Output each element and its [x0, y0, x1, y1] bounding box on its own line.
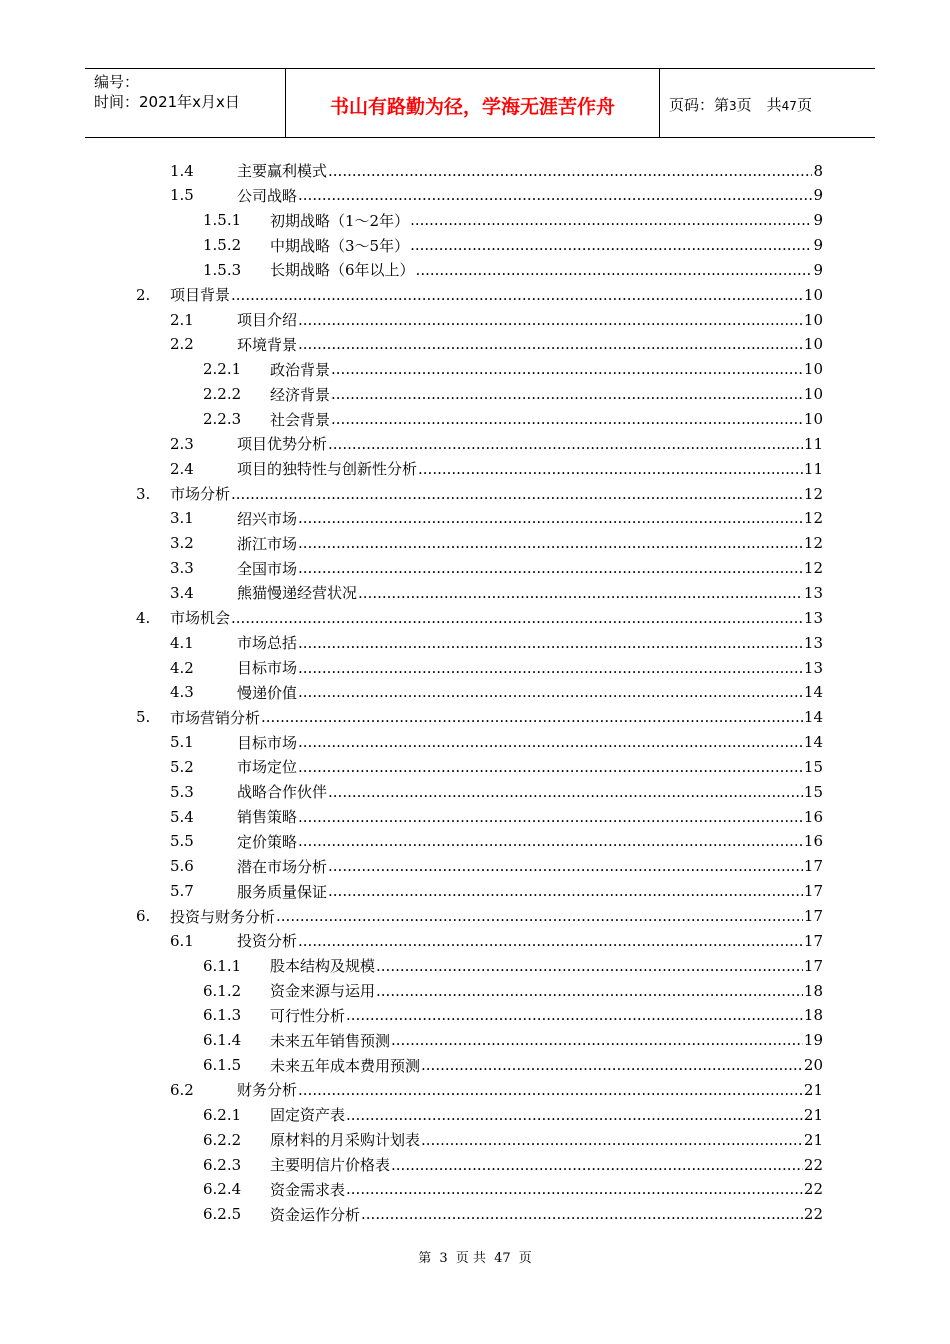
- toc-entry-number: 1.5.3: [203, 260, 242, 279]
- toc-entry-body: [170, 707, 823, 728]
- toc-entry-title: 经济背景: [270, 385, 331, 404]
- toc-entry[interactable]: [136, 605, 823, 630]
- toc-entry-body: [237, 334, 823, 355]
- toc-entry[interactable]: [203, 978, 823, 1003]
- toc-entry-body: [237, 508, 823, 529]
- toc-leader-dots: [376, 982, 803, 1000]
- toc-entry[interactable]: [170, 655, 823, 680]
- toc-entry-body: [237, 831, 823, 852]
- toc-entry-body: [270, 1129, 823, 1150]
- toc-entry-page: 9: [813, 260, 823, 279]
- toc-entry-number: 2.2.3: [203, 410, 242, 428]
- toc-entry-number: 4.2: [170, 658, 194, 677]
- toc-entry-number: 3.: [136, 484, 151, 503]
- toc-entry-number: 1.5: [170, 186, 194, 205]
- toc-entry-body: [270, 235, 823, 256]
- toc-entry-body: [237, 185, 823, 206]
- toc-entry-page: 16: [803, 832, 823, 851]
- toc-entry-number: 5.3: [170, 782, 194, 801]
- toc-entry[interactable]: [203, 1202, 823, 1227]
- toc-entry-page: 17: [803, 956, 823, 975]
- toc-entry[interactable]: [170, 307, 823, 332]
- page-prefix: 页码：第: [669, 95, 730, 114]
- toc-entry-page: 21: [803, 1130, 823, 1149]
- toc-entry-page: 17: [803, 857, 823, 876]
- toc-leader-dots: [376, 957, 803, 975]
- toc-entry-page: 14: [803, 683, 823, 702]
- toc-entry-body: [270, 1179, 823, 1200]
- toc-entry[interactable]: [203, 1152, 823, 1177]
- toc-entry-number: 2.3: [170, 434, 194, 453]
- toc-entry-body: [270, 259, 823, 280]
- toc-leader-dots: [231, 286, 803, 304]
- toc-entry[interactable]: [170, 506, 823, 531]
- footer-current: 3: [439, 1251, 448, 1266]
- footer-prefix: 第: [418, 1251, 432, 1266]
- toc-entry-number: 6.1.2: [203, 981, 242, 1000]
- toc-entry-page: 12: [803, 509, 823, 528]
- toc-leader-dots: [346, 1106, 803, 1124]
- toc-entry-body: [270, 980, 823, 1001]
- toc-entry[interactable]: [203, 1102, 823, 1127]
- toc-entry-page: 17: [803, 931, 823, 950]
- toc-entry-number: 6.2: [170, 1080, 194, 1099]
- toc-entry-title: 慢递价值: [237, 683, 298, 702]
- toc-leader-dots: [331, 385, 803, 403]
- toc-entry-body: [237, 781, 823, 802]
- footer-mid: 页 共: [455, 1251, 486, 1266]
- toc-entry-title: 战略合作伙伴: [237, 783, 328, 802]
- toc-entry-body: [170, 483, 823, 504]
- toc-leader-dots: [410, 236, 812, 254]
- toc-leader-dots: [361, 1205, 803, 1223]
- toc-leader-dots: [331, 410, 803, 428]
- toc-entry-number: 5.4: [170, 807, 194, 826]
- toc-entry-number: 6.1.5: [203, 1056, 242, 1075]
- toc-entry[interactable]: [170, 556, 823, 581]
- toc-leader-dots: [298, 509, 803, 527]
- toc-entry-body: [270, 1204, 823, 1225]
- toc-entry-number: 3.3: [170, 559, 194, 578]
- header-info-cell: [85, 69, 286, 137]
- toc-entry-page: 11: [803, 459, 823, 478]
- toc-leader-dots: [298, 559, 803, 577]
- toc-entry-page: 18: [803, 1006, 823, 1025]
- footer-total: 47: [494, 1251, 511, 1266]
- toc-entry[interactable]: [170, 183, 823, 208]
- toc-entry[interactable]: [170, 630, 823, 655]
- toc-leader-dots: [298, 186, 812, 204]
- toc-entry-page: 16: [803, 807, 823, 826]
- toc-leader-dots: [391, 1156, 803, 1174]
- toc-entry-body: [170, 607, 823, 628]
- toc-leader-dots: [421, 1131, 803, 1149]
- toc-entry[interactable]: [203, 257, 823, 282]
- toc-entry-body: [270, 1104, 823, 1125]
- toc-leader-dots: [298, 659, 803, 677]
- toc-entry-title: 资金运作分析: [270, 1205, 361, 1224]
- toc-entry-title: 固定资产表: [270, 1106, 346, 1125]
- toc-entry-title: 公司战略: [237, 186, 298, 205]
- toc-entry-title: 市场分析: [170, 485, 231, 504]
- toc-entry-body: [237, 533, 823, 554]
- toc-leader-dots: [298, 733, 803, 751]
- toc-entry[interactable]: [136, 282, 823, 307]
- toc-leader-dots: [328, 857, 803, 875]
- toc-entry-body: [237, 309, 823, 330]
- toc-entry-title: 主要明信片价格表: [270, 1156, 391, 1174]
- toc-entry-title: 项目的独特性与创新性分析: [237, 460, 418, 479]
- toc-leader-dots: [261, 708, 803, 726]
- toc-leader-dots: [391, 1031, 803, 1049]
- toc-entry-number: 2.2: [170, 335, 194, 354]
- toc-entry-title: 项目介绍: [237, 311, 298, 330]
- toc-entry[interactable]: [136, 705, 823, 730]
- toc-entry-title: 全国市场: [237, 559, 298, 578]
- toc-entry-body: [170, 906, 823, 927]
- toc-entry[interactable]: [170, 531, 823, 556]
- toc-entry[interactable]: [203, 357, 823, 382]
- toc-entry-body: [270, 1005, 823, 1026]
- toc-entry[interactable]: [170, 754, 823, 779]
- toc-entry-body: [237, 657, 823, 678]
- serial-label: 编号：: [94, 73, 140, 91]
- toc-entry-page: 10: [803, 410, 823, 428]
- toc-entry-page: 10: [803, 360, 823, 379]
- toc-entry-title: 初期战略（1～2年）: [270, 211, 410, 230]
- header-page-number: [660, 92, 812, 115]
- toc-entry-page: 15: [803, 782, 823, 801]
- toc-entry-number: 1.5.1: [203, 211, 242, 230]
- toc-leader-dots: [231, 485, 803, 503]
- toc-entry-body: [237, 806, 823, 827]
- toc-entry[interactable]: [170, 1077, 823, 1102]
- toc-entry-number: 4.3: [170, 683, 194, 702]
- toc-entry-number: 6.1.4: [203, 1031, 242, 1050]
- toc-entry[interactable]: [170, 580, 823, 605]
- toc-entry-title: 资金需求表: [270, 1180, 346, 1199]
- toc-leader-dots: [328, 783, 803, 801]
- motto-text: 书山有路勤为径，学海无涯苦作舟: [329, 95, 615, 118]
- toc-entry-page: 13: [803, 608, 823, 627]
- toc-entry-body: [237, 160, 823, 181]
- toc-entry-body: [237, 458, 823, 479]
- toc-leader-dots: [328, 882, 803, 900]
- toc-entry-number: 2.2.2: [203, 385, 242, 404]
- toc-entry-title: 潜在市场分析: [237, 857, 328, 876]
- toc-leader-dots: [231, 609, 803, 627]
- toc-entry-number: 4.: [136, 608, 151, 627]
- toc-leader-dots: [298, 832, 803, 850]
- toc-entry-body: [237, 881, 823, 902]
- toc-entry-body: [270, 1055, 823, 1076]
- toc-leader-dots: [328, 435, 803, 453]
- toc-entry-page: 14: [803, 733, 823, 752]
- toc-entry[interactable]: [203, 1177, 823, 1202]
- toc-entry-title: 市场营销分析: [170, 708, 261, 727]
- toc-entry-title: 浙江市场: [237, 534, 298, 553]
- toc-leader-dots: [298, 758, 803, 776]
- toc-entry-title: 项目背景: [170, 286, 231, 305]
- toc-entry-body: [270, 384, 823, 405]
- toc-entry-number: 6.: [136, 907, 151, 925]
- toc-entry-page: 12: [803, 559, 823, 578]
- toc-entry-title: 销售策略: [237, 808, 298, 827]
- toc-leader-dots: [298, 932, 803, 950]
- toc-entry-page: 9: [813, 186, 823, 205]
- toc-entry-number: 6.2.3: [203, 1155, 242, 1174]
- page-footer: [0, 1247, 950, 1266]
- toc-entry-number: 3.4: [170, 583, 194, 602]
- toc-entry-title: 未来五年销售预测: [270, 1031, 391, 1050]
- toc-entry[interactable]: [170, 879, 823, 904]
- toc-entry[interactable]: [170, 158, 823, 183]
- toc-entry-page: 11: [803, 434, 823, 453]
- toc-entry[interactable]: [170, 730, 823, 755]
- toc-entry-page: 10: [803, 335, 823, 354]
- toc-entry[interactable]: [170, 456, 823, 481]
- toc-entry-title: 熊猫慢递经营状况: [237, 584, 358, 603]
- toc-entry-page: 17: [803, 907, 823, 925]
- toc-entry-number: 6.1: [170, 931, 194, 950]
- toc-entry-body: [270, 359, 823, 380]
- toc-leader-dots: [358, 584, 803, 602]
- toc-leader-dots: [421, 1056, 803, 1074]
- toc-entry-number: 6.2.5: [203, 1205, 242, 1224]
- toc-entry-title: 项目优势分析: [237, 435, 328, 454]
- toc-leader-dots: [276, 907, 803, 925]
- page-suffix: 页: [796, 95, 812, 114]
- toc-entry[interactable]: [136, 481, 823, 506]
- toc-entry-number: 5.6: [170, 857, 194, 876]
- toc-entry[interactable]: [136, 904, 823, 929]
- page-mid: 页 共: [736, 95, 782, 114]
- toc-entry-body: [270, 955, 823, 976]
- toc-entry-title: 原材料的月采购计划表: [270, 1131, 421, 1150]
- toc-leader-dots: [298, 311, 803, 329]
- toc-entry-body: [237, 930, 823, 951]
- toc-entry-page: 10: [803, 285, 823, 304]
- toc-entry-page: 10: [803, 385, 823, 404]
- toc-entry-body: [237, 558, 823, 579]
- toc-entry-number: 6.2.1: [203, 1105, 242, 1124]
- toc-entry-page: 13: [803, 583, 823, 602]
- toc-entry-body: [237, 756, 823, 777]
- header-page-cell: [660, 69, 875, 137]
- toc-entry-title: 投资与财务分析: [170, 907, 276, 926]
- toc-entry-page: 14: [803, 708, 823, 727]
- toc-leader-dots: [298, 808, 803, 826]
- toc-entry-page: 8: [813, 161, 823, 180]
- toc-entry-title: 服务质量保证: [237, 882, 328, 901]
- toc-leader-dots: [298, 634, 803, 652]
- toc-entry-body: [237, 732, 823, 753]
- toc-entry-title: 环境背景: [237, 335, 298, 354]
- toc-leader-dots: [410, 211, 812, 229]
- toc-entry-page: 12: [803, 534, 823, 553]
- toc-entry-title: 股本结构及规模: [270, 957, 376, 976]
- page-total: 47: [781, 98, 797, 113]
- toc-entry-body: [237, 856, 823, 877]
- toc-entry-page: 22: [803, 1180, 823, 1199]
- toc-entry-body: [237, 1079, 823, 1100]
- toc-entry[interactable]: [170, 680, 823, 705]
- toc-entry[interactable]: [170, 804, 823, 829]
- toc-entry-page: 9: [813, 236, 823, 255]
- toc-leader-dots: [416, 261, 813, 279]
- toc-entry[interactable]: [203, 1003, 823, 1028]
- date-label: 时间：2021年x月x日: [94, 93, 240, 111]
- toc-entry-number: 5.1: [170, 733, 194, 752]
- page-current: 3: [729, 98, 737, 113]
- toc-entry-page: 9: [813, 211, 823, 230]
- toc-entry[interactable]: [203, 1028, 823, 1053]
- toc-entry-title: 绍兴市场: [237, 509, 298, 528]
- header-motto-cell: [286, 69, 660, 137]
- toc-entry[interactable]: [170, 332, 823, 357]
- toc-entry-number: 2.: [136, 285, 151, 304]
- toc-entry-title: 目标市场: [237, 659, 298, 677]
- toc-entry-number: 3.1: [170, 509, 194, 528]
- toc-entry-number: 3.2: [170, 534, 194, 553]
- toc-entry-page: 20: [803, 1056, 823, 1075]
- toc-entry-title: 中期战略（3～5年）: [270, 236, 410, 255]
- toc-entry-number: 1.4: [170, 161, 194, 180]
- toc-entry[interactable]: [203, 407, 823, 432]
- toc-entry-page: 21: [803, 1080, 823, 1099]
- toc-entry-page: 15: [803, 757, 823, 776]
- toc-entry-page: 10: [803, 310, 823, 329]
- toc-entry[interactable]: [170, 779, 823, 804]
- toc-leader-dots: [346, 1180, 803, 1198]
- toc-entry[interactable]: [203, 208, 823, 233]
- toc-entry[interactable]: [203, 1127, 823, 1152]
- footer-suffix: 页: [518, 1251, 532, 1266]
- toc-entry-title: 市场总括: [237, 634, 298, 653]
- toc-leader-dots: [331, 360, 803, 378]
- toc-entry-title: 市场机会: [170, 609, 231, 628]
- toc-entry-number: 6.1.1: [203, 956, 242, 975]
- toc-entry-number: 5.2: [170, 757, 194, 776]
- toc-entry-body: [170, 284, 823, 305]
- toc-entry-body: [237, 433, 823, 454]
- toc-entry-body: [237, 632, 823, 653]
- toc-entry-title: 目标市场: [237, 733, 298, 752]
- toc-entry-page: 18: [803, 981, 823, 1000]
- toc-entry-title: 可行性分析: [270, 1006, 346, 1025]
- toc-entry-number: 5.5: [170, 832, 194, 851]
- toc-leader-dots: [298, 683, 803, 701]
- toc-entry-number: 2.2.1: [203, 360, 242, 379]
- toc-entry-body: [237, 582, 823, 603]
- toc-entry-page: 21: [803, 1105, 823, 1124]
- toc-entry-body: [270, 1030, 823, 1051]
- toc-entry-number: 2.4: [170, 459, 194, 478]
- toc-entry-title: 社会背景: [270, 410, 331, 429]
- toc-leader-dots: [346, 1006, 803, 1024]
- toc-entry[interactable]: [170, 431, 823, 456]
- toc-entry-page: 12: [803, 484, 823, 503]
- toc-entry[interactable]: [203, 382, 823, 407]
- toc-leader-dots: [298, 335, 803, 353]
- toc-entry-body: [237, 682, 823, 703]
- toc-entry[interactable]: [170, 829, 823, 854]
- toc-entry-body: [270, 1154, 823, 1175]
- toc-entry-title: 市场定位: [237, 758, 298, 777]
- toc-entry[interactable]: [203, 233, 823, 258]
- toc-entry-title: 主要赢利模式: [237, 162, 328, 180]
- toc-leader-dots: [298, 1081, 803, 1099]
- toc-entry-title: 投资分析: [237, 932, 298, 951]
- toc-entry[interactable]: [203, 953, 823, 978]
- toc-entry[interactable]: [203, 1053, 823, 1078]
- toc-entry-page: 13: [803, 658, 823, 677]
- toc-entry-page: 19: [803, 1031, 823, 1050]
- toc-entry-body: [270, 409, 823, 430]
- toc-entry-number: 4.1: [170, 633, 194, 652]
- toc-entry-number: 5.: [136, 708, 151, 727]
- toc-leader-dots: [298, 534, 803, 552]
- toc-entry-number: 6.2.4: [203, 1180, 242, 1199]
- toc-entry-title: 资金来源与运用: [270, 982, 376, 1001]
- toc-entry-title: 定价策略: [237, 832, 298, 851]
- toc-entry[interactable]: [170, 928, 823, 953]
- toc-entry[interactable]: [170, 854, 823, 879]
- toc-entry-number: 5.7: [170, 882, 194, 901]
- toc-entry-page: 22: [803, 1155, 823, 1174]
- toc-entry-title: 长期战略（6年以上）: [270, 261, 415, 280]
- toc-entry-number: 1.5.2: [203, 236, 242, 255]
- toc-leader-dots: [328, 162, 812, 180]
- toc-entry-number: 6.1.3: [203, 1006, 242, 1025]
- toc-leader-dots: [418, 460, 803, 478]
- toc-entry-page: 22: [803, 1205, 823, 1224]
- toc-entry-title: 财务分析: [237, 1081, 298, 1100]
- toc-entry-body: [270, 210, 823, 231]
- toc-entry-title: 政治背景: [270, 360, 331, 379]
- toc-entry-number: 2.1: [170, 310, 194, 329]
- toc-entry-number: 6.2.2: [203, 1130, 242, 1149]
- toc-entry-title: 未来五年成本费用预测: [270, 1056, 421, 1075]
- page-header: [85, 68, 875, 138]
- toc-entry-page: 13: [803, 633, 823, 652]
- toc-entry-page: 17: [803, 882, 823, 901]
